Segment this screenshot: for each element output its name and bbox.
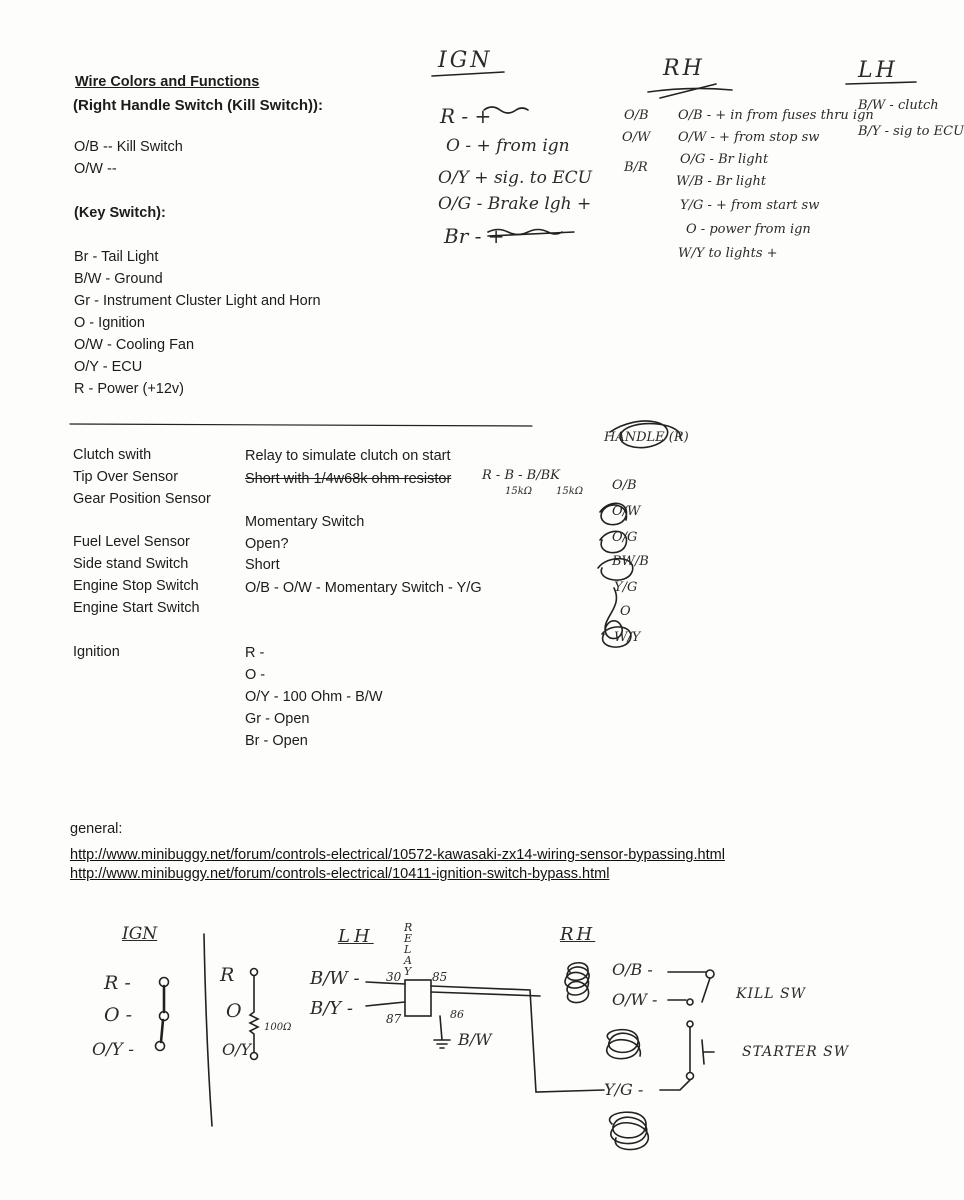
- starter-contact-top: [687, 1021, 693, 1027]
- hw-resistor-value-1: 15kΩ: [556, 486, 584, 497]
- mid-contact-oy: [251, 1053, 258, 1060]
- key-item-2: Gr - Instrument Cluster Light and Horn: [74, 293, 321, 309]
- hw-resistor-value-0: 15kΩ: [505, 486, 533, 497]
- short-note-struck: Short with 1/4w68k ohm resistor: [245, 471, 452, 487]
- hw-rh-code-0: O/B: [624, 108, 649, 123]
- diag-relay-pin-87: 87: [386, 1012, 402, 1026]
- diag-mid-row-1: O: [226, 1000, 242, 1022]
- diag-relay-label: RELAY: [404, 921, 413, 978]
- diag-mid-row-0: R: [220, 964, 235, 986]
- hw-rh-note-2: O/G - Br light: [680, 152, 769, 167]
- ign-contact-oy: [156, 1042, 165, 1051]
- ign-row-1: O -: [245, 667, 266, 683]
- sensor-3: Fuel Level Sensor: [73, 534, 190, 550]
- diagram-divider: [204, 934, 212, 1126]
- hw-ign-heading: IGN: [438, 48, 493, 73]
- momentary-note: Momentary Switch: [245, 514, 365, 530]
- strike-br: [488, 232, 574, 236]
- doc-title: Wire Colors and Functions: [75, 74, 260, 90]
- hw-handle-row-5: Y/G: [614, 580, 638, 595]
- sensor-1: Tip Over Sensor: [73, 469, 179, 485]
- key-item-1: B/W - Ground: [74, 271, 163, 287]
- hw-handle-row-6: O: [620, 604, 631, 619]
- diag-ign-label: IGN: [122, 924, 158, 944]
- rh-item-1: O/W --: [74, 161, 117, 177]
- scribble-bwb: [598, 559, 633, 580]
- hw-lh-note-0: B/W - clutch: [858, 98, 939, 113]
- general-label: general:: [70, 821, 123, 837]
- ign-jumper-2: [161, 1020, 163, 1042]
- diag-mid-row-2: O/Y: [222, 1040, 252, 1059]
- diag-relay-pin-86: 86: [450, 1008, 464, 1021]
- diag-resistor-label: 100Ω: [264, 1022, 292, 1033]
- hw-handle-row-4: BW/B: [612, 554, 649, 569]
- hw-rh-heading: RH: [663, 56, 705, 81]
- scribble-handle: [610, 421, 680, 448]
- starter-plunger: [702, 1040, 714, 1064]
- sensor-4: Side stand Switch: [73, 556, 189, 572]
- stop-start-note: O/B - O/W - Momentary Switch - Y/G: [245, 580, 482, 596]
- hw-handle-row-1: O/B: [612, 478, 637, 493]
- scribble-r: [484, 107, 528, 113]
- scribble-rh-2: [607, 1030, 641, 1059]
- relay-note: Relay to simulate clutch on start: [245, 448, 451, 464]
- hw-handle-heading: HANDLE (R): [604, 430, 689, 445]
- sensor-7: Ignition: [73, 644, 120, 660]
- sensor-2: Gear Position Sensor: [73, 491, 211, 507]
- diag-ign-row-2: O/Y -: [92, 1040, 135, 1060]
- key-item-4: O/W - Cooling Fan: [74, 337, 195, 353]
- key-item-6: R - Power (+12v): [74, 381, 184, 397]
- diag-relay-pin-85: 85: [432, 970, 448, 984]
- hw-rh-code-2: B/R: [624, 160, 648, 175]
- diag-starter-sw: STARTER SW: [742, 1044, 850, 1060]
- by-to-87: [366, 1002, 405, 1006]
- scribble-rh-3: [610, 1112, 649, 1149]
- sensor-6: Engine Start Switch: [73, 600, 200, 616]
- mid-contact-r: [251, 969, 258, 976]
- ign-row-4: Br - Open: [245, 733, 308, 749]
- key-item-0: Br - Tail Light: [74, 249, 159, 265]
- hw-handle-row-2: O/W: [612, 504, 641, 519]
- diag-kill-sw: KILL SW: [736, 986, 807, 1002]
- hw-rh-code-1: O/W: [622, 130, 651, 145]
- diag-rh-row-2: Y/G -: [604, 1080, 644, 1099]
- rh-arrow: [660, 84, 716, 98]
- scribble-yg-loop: [605, 588, 622, 639]
- lh-underline: [846, 82, 916, 84]
- key-item-5: O/Y - ECU: [74, 359, 143, 375]
- rh-item-0: O/B -- Kill Switch: [74, 139, 183, 155]
- hw-rh-note-1: O/W - + from stop sw: [678, 130, 820, 145]
- diag-rh-row-1: O/W -: [612, 990, 658, 1009]
- starter-contact-bottom: [687, 1073, 694, 1080]
- hw-handle-row-3: O/G: [612, 530, 638, 545]
- kill-contact-top: [706, 970, 714, 978]
- yg-wire: [660, 1080, 690, 1090]
- open-note: Open?: [245, 536, 289, 552]
- hw-rh-note-3: W/B - Br light: [676, 174, 767, 189]
- hw-lh-heading: LH: [858, 58, 898, 83]
- bw-to-30: [366, 982, 405, 984]
- key-switch-heading: (Key Switch):: [74, 205, 166, 221]
- hw-ign-note-1: O - + from ign: [446, 136, 570, 156]
- diag-rh-row-0: O/B -: [612, 960, 653, 979]
- diag-ign-row-1: O -: [104, 1004, 133, 1026]
- diag-rh-label: RH: [560, 924, 596, 945]
- section-divider: [70, 424, 532, 426]
- ground-symbol: [434, 1016, 450, 1048]
- hw-resistor-chain: R - B - B/BK: [482, 468, 560, 483]
- hw-ign-note-0: R - +: [440, 104, 492, 128]
- diag-lh-label: LH: [338, 926, 374, 947]
- sensor-5: Engine Stop Switch: [73, 578, 199, 594]
- ign-row-0: R -: [245, 645, 265, 661]
- hw-rh-note-0: O/B - + in from fuses thru ign: [678, 108, 874, 123]
- sensor-0: Clutch swith: [73, 447, 152, 463]
- hw-ign-note-2: O/Y + sig. to ECU: [438, 168, 593, 188]
- scribble-og: [600, 531, 627, 552]
- hw-ign-note-3: O/G - Brake lgh +: [438, 194, 592, 214]
- right-handle-heading: (Right Handle Switch (Kill Switch)):: [73, 97, 323, 114]
- ign-row-3: Gr - Open: [245, 711, 310, 727]
- relay-85-trace: [431, 992, 540, 996]
- relay-box: [405, 980, 431, 1016]
- diag-lh-row-1: B/Y -: [310, 998, 353, 1019]
- scribble-ow: [600, 503, 627, 524]
- scribble-wy: [602, 627, 631, 647]
- kill-contact-bottom: [687, 999, 693, 1005]
- short-note: Short: [245, 557, 280, 573]
- kill-lever: [702, 978, 710, 1002]
- diag-relay-pin-30: 30: [386, 970, 402, 984]
- link-ignition-bypass[interactable]: http://www.minibuggy.net/forum/controls-electrical/10411-ignition-switch-bypass.html: [70, 866, 610, 882]
- hw-lh-note-1: B/Y - sig to ECU: [858, 124, 964, 139]
- diag-ign-row-0: R -: [104, 972, 131, 994]
- hw-rh-note-6: W/Y to lights +: [678, 246, 778, 261]
- key-item-3: O - Ignition: [74, 315, 145, 331]
- scribble-rh-1: [565, 963, 589, 1003]
- diag-bw-label: B/W: [458, 1030, 492, 1049]
- resistor-100: [250, 976, 258, 1052]
- diag-lh-row-0: B/W -: [310, 968, 360, 989]
- ign-underline: [432, 72, 504, 76]
- hw-rh-note-4: Y/G - + from start sw: [680, 198, 820, 213]
- hw-rh-note-5: O - power from ign: [686, 222, 811, 237]
- hw-ign-note-4: Br - +: [444, 224, 505, 248]
- link-sensor-bypassing[interactable]: http://www.minibuggy.net/forum/controls-electrical/10572-kawasaki-zx14-wiring-sensor-bypassing.html: [70, 847, 725, 863]
- hw-handle-row-7: W/Y: [614, 630, 641, 645]
- ign-row-2: O/Y - 100 Ohm - B/W: [245, 689, 383, 705]
